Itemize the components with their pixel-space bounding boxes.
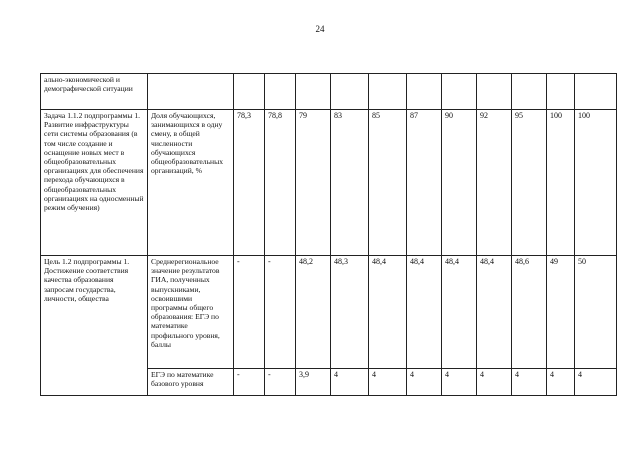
value-cell: 100 bbox=[547, 110, 575, 256]
page-number: 24 bbox=[315, 24, 325, 34]
value-cell bbox=[477, 74, 512, 110]
value-cell: 4 bbox=[547, 369, 575, 396]
value-cell bbox=[234, 74, 265, 110]
value-cell: 4 bbox=[575, 369, 617, 396]
value-cell bbox=[442, 74, 477, 110]
value-cell: 90 bbox=[442, 110, 477, 256]
indicator-cell: Среднерегиональное значение результатов ГИА, полученных выпускниками, освоившими программы общего образования: ЕГЭ по математике профильного уровня, баллы bbox=[148, 256, 234, 369]
value-cell: 4 bbox=[407, 369, 442, 396]
value-cell: 4 bbox=[369, 369, 407, 396]
value-cell: 100 bbox=[575, 110, 617, 256]
value-cell bbox=[265, 74, 296, 110]
table-row bbox=[41, 256, 617, 369]
goal-cell: Цель 1.2 подпрограммы 1. Достижение соответствия качества образования запросам государства, личности, общества bbox=[41, 256, 148, 396]
value-cell: 92 bbox=[477, 110, 512, 256]
value-cell: 48,3 bbox=[331, 256, 369, 369]
value-cell: 79 bbox=[296, 110, 331, 256]
value-cell bbox=[512, 74, 547, 110]
value-cell: 4 bbox=[331, 369, 369, 396]
value-cell: 4 bbox=[512, 369, 547, 396]
value-cell bbox=[331, 74, 369, 110]
value-cell: 4 bbox=[477, 369, 512, 396]
value-cell: 48,4 bbox=[369, 256, 407, 369]
indicator-cell: Доля обучающихся, занимающихся в одну смену, в общей численности обучающихся общеобразовательных организаций, % bbox=[148, 110, 234, 256]
indicators-table bbox=[40, 73, 617, 396]
value-cell: 83 bbox=[331, 110, 369, 256]
value-cell bbox=[296, 74, 331, 110]
value-cell: 49 bbox=[547, 256, 575, 369]
value-cell: - bbox=[234, 256, 265, 369]
goal-cell: Задача 1.1.2 подпрограммы 1. Развитие инфраструктуры сети системы образования (в том числе создание и оснащение новых мест в общеобразовательных организациях для обеспечения перехода обучающихся в общеобразовательных организациях на односменный режим обучения) bbox=[41, 110, 148, 256]
table-row bbox=[41, 74, 617, 110]
value-cell: - bbox=[265, 369, 296, 396]
indicator-cell bbox=[148, 74, 234, 110]
value-cell bbox=[575, 74, 617, 110]
value-cell: 48,4 bbox=[477, 256, 512, 369]
value-cell: 50 bbox=[575, 256, 617, 369]
value-cell: 4 bbox=[442, 369, 477, 396]
indicator-cell: ЕГЭ по математике базового уровня bbox=[148, 369, 234, 396]
value-cell: - bbox=[234, 369, 265, 396]
value-cell: 87 bbox=[407, 110, 442, 256]
value-cell: 78,3 bbox=[234, 110, 265, 256]
value-cell: 3,9 bbox=[296, 369, 331, 396]
value-cell bbox=[547, 74, 575, 110]
table-row bbox=[41, 110, 617, 256]
value-cell: 48,2 bbox=[296, 256, 331, 369]
goal-cell: ально-экономической и демографической ситуации bbox=[41, 74, 148, 110]
value-cell: 48,4 bbox=[407, 256, 442, 369]
value-cell: 85 bbox=[369, 110, 407, 256]
value-cell bbox=[369, 74, 407, 110]
value-cell: 78,8 bbox=[265, 110, 296, 256]
value-cell: 95 bbox=[512, 110, 547, 256]
value-cell bbox=[407, 74, 442, 110]
value-cell: 48,6 bbox=[512, 256, 547, 369]
value-cell: 48,4 bbox=[442, 256, 477, 369]
value-cell: - bbox=[265, 256, 296, 369]
